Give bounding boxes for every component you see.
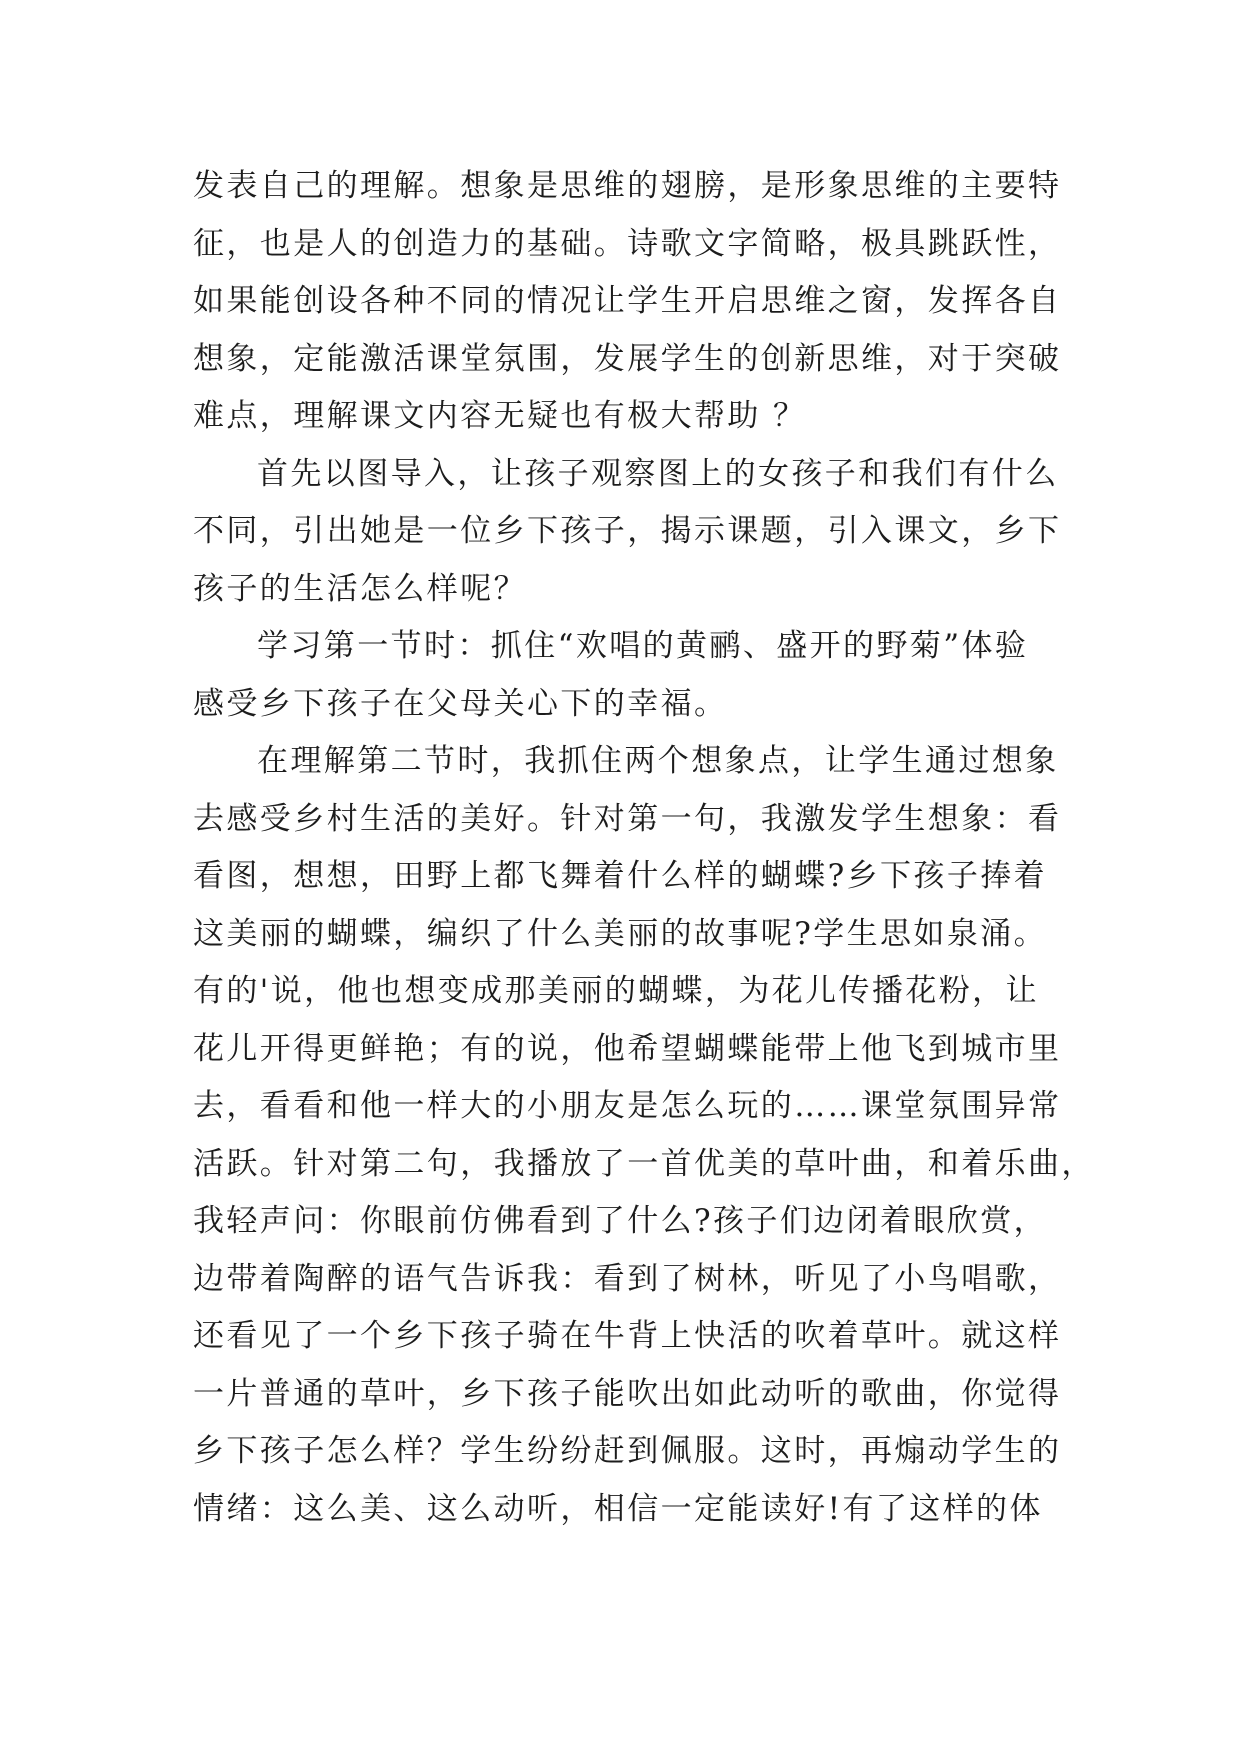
text-line: 感受乡下孩子在父母关心下的幸福。 <box>193 685 728 722</box>
text-line: 如果能创设各种不同的情况让学生开启思维之窗，发挥各自 <box>193 283 1062 319</box>
text-line: 我轻声问：你眼前仿佛看到了什么?孩子们边闭着眼欣赏， <box>193 1203 1048 1239</box>
text-line: 不同，引出她是一位乡下孩子，揭示课题，引入课文，乡下 <box>193 513 1062 549</box>
paragraph-first-line: 在理解第二节时，我抓住两个想象点，让学生通过想象 <box>257 743 1059 779</box>
paragraph-first-line: 学习第一节时：抓住“欢唱的黄鹂、盛开的野菊”体验 <box>257 628 1029 664</box>
text-line: 还看见了一个乡下孩子骑在牛背上快活的吹着草叶。就这样 <box>193 1318 1062 1354</box>
document-body <box>193 158 1095 1538</box>
text-line: 一片普通的草叶，乡下孩子能吹出如此动听的歌曲，你觉得 <box>193 1375 1062 1412</box>
text-line: 孩子的生活怎么样呢？ <box>193 570 527 607</box>
text-line: 情绪：这么美、这么动听，相信一定能读好!有了这样的体 <box>193 1490 1043 1527</box>
text-line: 有的'说，他也想变成那美丽的蝴蝶，为花儿传播花粉，让 <box>193 973 1039 1009</box>
text-line: 征，也是人的创造力的基础。诗歌文字简略，极具跳跃性， <box>193 225 1062 262</box>
text-line: 想象，定能激活课堂氛围，发展学生的创新思维，对于突破 <box>193 340 1062 377</box>
text-line: 花儿开得更鲜艳；有的说，他希望蝴蝶能带上他飞到城市里 <box>193 1030 1062 1067</box>
text-line: 边带着陶醉的语气告诉我：看到了树林，听见了小鸟唱歌， <box>193 1260 1062 1297</box>
text-line: 难点，理解课文内容无疑也有极大帮助 ？ <box>193 398 807 434</box>
text-line: 乡下孩子怎么样？学生纷纷赶到佩服。这时，再煽动学生的 <box>193 1433 1062 1469</box>
text-line: 这美丽的蝴蝶，编织了什么美丽的故事呢?学生思如泉涌。 <box>193 915 1048 952</box>
text-line: 活跃。针对第二句，我播放了一首优美的草叶曲，和着乐曲， <box>193 1145 1095 1182</box>
paragraph-first-line: 首先以图导入，让孩子观察图上的女孩子和我们有什么 <box>257 455 1059 492</box>
text-line: 发表自己的理解。想象是思维的翅膀，是形象思维的主要特 <box>193 168 1062 204</box>
text-line: 看图，想想，田野上都飞舞着什么样的蝴蝶?乡下孩子捧着 <box>193 858 1048 894</box>
text-line: 去，看看和他一样大的小朋友是怎么玩的……课堂氛围异常 <box>193 1088 1062 1124</box>
text-line: 去感受乡村生活的美好。针对第一句，我激发学生想象：看 <box>193 800 1062 837</box>
